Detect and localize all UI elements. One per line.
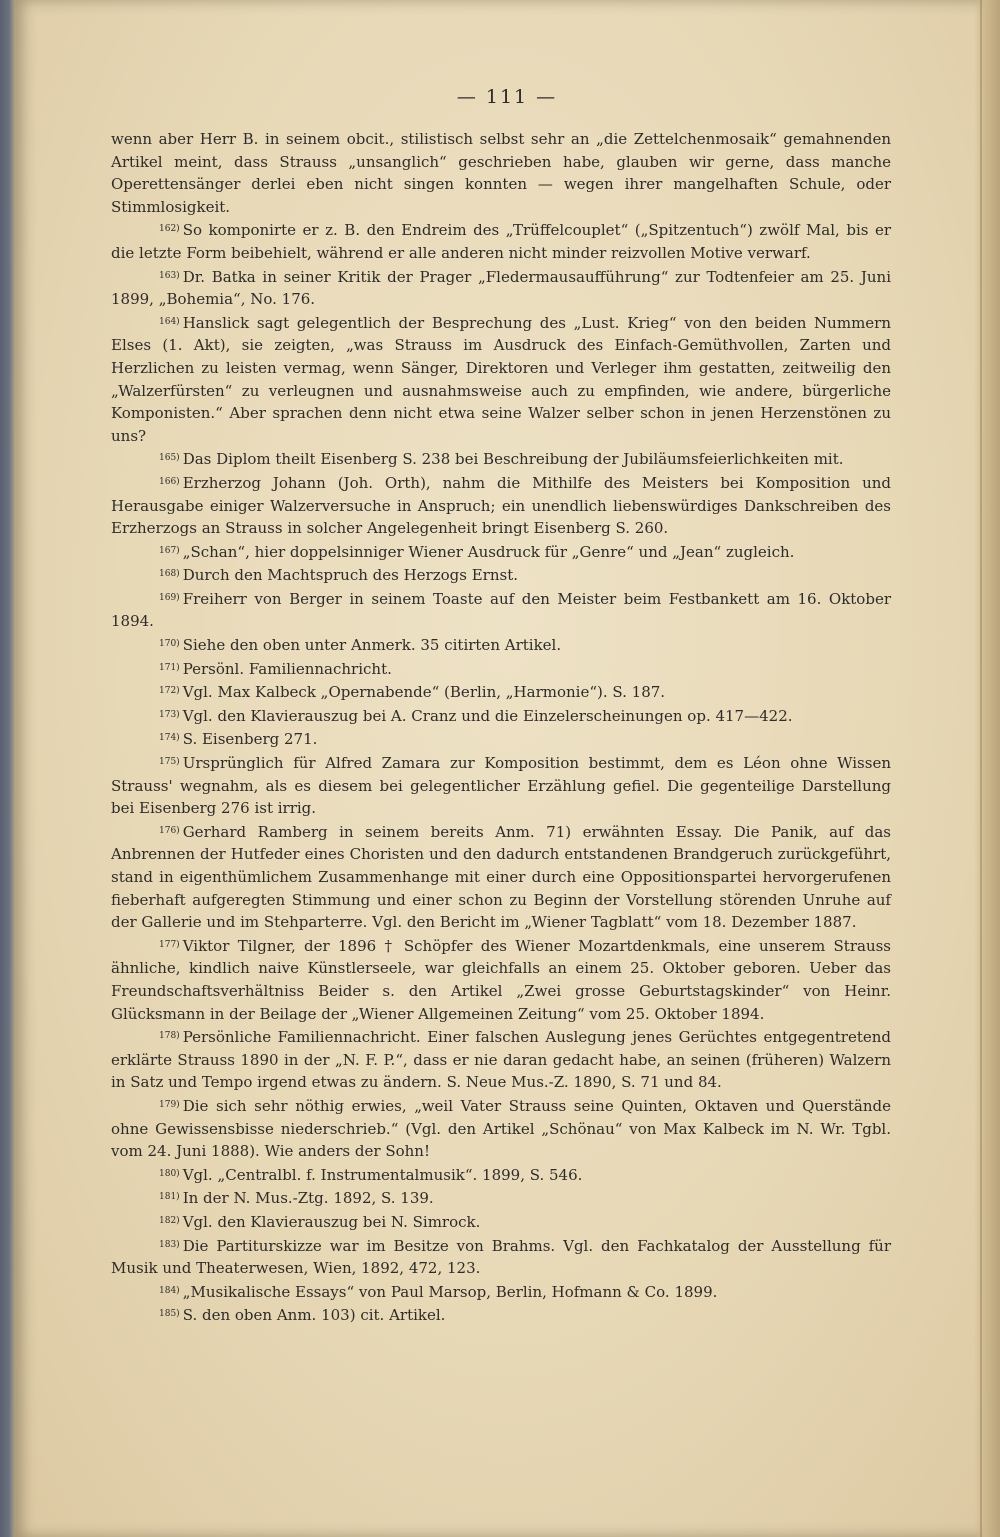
footnote-text: Die Partiturskizze war im Besitze von Brahms. Vgl. den Fachkatalog der Ausstellung für Musik und Theaterwesen, Wien, 1892, 472, 123. xyxy=(111,1236,891,1278)
page-edge-line xyxy=(980,0,982,1537)
footnote-text: Freiherr von Berger in seinem Toaste auf den Meister beim Festbankett am 16. Oktober 1894. xyxy=(111,589,891,631)
footnote-number: 176) xyxy=(159,825,180,836)
footnote-number: 182) xyxy=(159,1215,180,1226)
footnote-text: Das Diplom theilt Eisenberg S. 238 bei Beschreibung der Jubiläumsfeierlichkeiten mit. xyxy=(182,450,844,469)
footnote-text: Viktor Tilgner, der 1896 † Schöpfer des Wiener Mozartdenkmals, eine unserem Strauss ähnliche, kindlich naive Künstlerseele, war gleichfalls an einem 25. Oktober geboren. Ueber das Freundschaftsverhältniss Beider s. den Artikel „Zwei grosse Geburtstagskinder“ von Heinr. Glücksmann in der Beilage der „Wiener Allgemeinen Zeitung“ vom 25. Oktober 1894. xyxy=(111,936,891,1023)
footnote-text: Erzherzog Johann (Joh. Orth), nahm die Mithilfe des Meisters bei Komposition und Herausgabe einiger Walzerversuche in Anspruch; ein unendlich liebenswürdiges Dankschreiben des Erzherzogs an Strauss in solcher Angelegenheit bringt Eisenberg S. 260. xyxy=(111,473,891,538)
footnote-number: 179) xyxy=(159,1099,180,1110)
footnote-165 xyxy=(111,447,891,471)
footnote-175 xyxy=(111,751,891,820)
footnote-text: S. Eisenberg 271. xyxy=(182,730,318,749)
footnote-number: 175) xyxy=(159,757,180,768)
page-edge xyxy=(974,0,1000,1537)
footnote-text: Siehe den oben unter Anmerk. 35 citirten Artikel. xyxy=(182,636,562,655)
footnote-number: 162) xyxy=(159,224,180,235)
paragraph-continuation xyxy=(111,128,891,218)
footnote-174 xyxy=(111,727,891,751)
footnote-number: 178) xyxy=(159,1031,180,1042)
paragraph-text: wenn aber Herr B. in seinem obcit., stilistisch selbst sehr an „die Zettelchenmosaik“ gemahnenden Artikel meint, dass Strauss „unsanglich“ geschrieben habe, glauben wir gerne, dass manche Operettensänger derlei eben nicht singen konnten — wegen ihrer mangelhaften Schule, oder Stimmlosigkeit. xyxy=(111,130,891,216)
footnote-162 xyxy=(111,218,891,264)
footnote-number: 163) xyxy=(159,270,180,281)
footnote-text: Vgl. Max Kalbeck „Opernabende“ (Berlin, „Harmonie“). S. 187. xyxy=(182,683,666,702)
footnote-number: 174) xyxy=(159,733,180,744)
footnotes-text xyxy=(111,128,891,1327)
footnote-166 xyxy=(111,471,891,540)
footnote-text: S. den oben Anm. 103) cit. Artikel. xyxy=(182,1306,446,1325)
footnote-172 xyxy=(111,680,891,704)
footnote-text: In der N. Mus.-Ztg. 1892, S. 139. xyxy=(182,1189,434,1208)
footnote-number: 172) xyxy=(159,686,180,697)
footnote-182 xyxy=(111,1210,891,1234)
footnote-number: 169) xyxy=(159,592,180,603)
footnote-text: Vgl. „Centralbl. f. Instrumentalmusik“. 1899, S. 546. xyxy=(182,1165,583,1184)
footnote-text: Dr. Batka in seiner Kritik der Prager „Fledermausaufführung“ zur Todtenfeier am 25. Juni 1899, „Bohemia“, No. 176. xyxy=(111,267,891,309)
footnote-text: So komponirte er z. B. den Endreim des „Trüffelcouplet“ („Spitzentuch“) zwölf Mal, bis er die letzte Form beibehielt, während er alle anderen nicht minder reizvollen Motive verwarf. xyxy=(111,221,891,262)
footnote-number: 164) xyxy=(159,316,180,327)
page-number: — 111 — xyxy=(456,86,558,108)
footnote-number: 171) xyxy=(159,662,180,673)
footnote-169 xyxy=(111,587,891,633)
footnote-number: 177) xyxy=(159,939,180,950)
book-page xyxy=(14,0,1000,1537)
footnote-text: Persönliche Familiennachricht. Einer falschen Auslegung jenes Gerüchtes entgegentretend erklärte Strauss 1890 in der „N. F. P.“, dass er nie daran gedacht habe, an seinen (früheren) Walzern in Satz und Tempo irgend etwas zu ändern. S. Neue Mus.-Z. 1890, S. 71 und 84. xyxy=(111,1028,891,1092)
footnote-181 xyxy=(111,1186,891,1210)
footnote-177 xyxy=(111,934,891,1025)
footnote-184 xyxy=(111,1280,891,1304)
footnote-168 xyxy=(111,563,891,587)
footnote-163 xyxy=(111,265,891,311)
footnote-number: 181) xyxy=(159,1192,180,1203)
footnote-text: Die sich sehr nöthig erwies, „weil Vater Strauss seine Quinten, Oktaven und Querstände ohne Gewissensbisse niederschrieb.“ (Vgl. den Artikel „Schönau“ von Max Kalbeck im N. Wr. Tgbl. vom 24. Juni 1888). Wie anders der Sohn! xyxy=(111,1096,891,1161)
footnote-167 xyxy=(111,540,891,564)
footnote-number: 185) xyxy=(159,1309,180,1320)
footnote-text: Durch den Machtspruch des Herzogs Ernst. xyxy=(182,566,518,585)
footnote-text: Gerhard Ramberg in seinem bereits Anm. 71) erwähnten Essay. Die Panik, auf das Anbrennen der Hutfeder eines Choristen und den dadurch entstandenen Brandgeruch zurückgeführt, stand in eigenthümlichem Zusammenhange mit einer durch eine Oppositionspartei hervorgerufenen fieberhaft aufgeregten Stimmung und einer schon zu Beginn der Vorstellung störenden Unruhe auf der Gallerie und im Stehparterre. Vgl. den Bericht im „Wiener Tagblatt“ vom 18. Dezember 1887. xyxy=(111,822,891,932)
footnote-number: 184) xyxy=(159,1285,180,1296)
footnote-185 xyxy=(111,1303,891,1327)
footnote-number: 168) xyxy=(159,569,180,580)
footnote-178 xyxy=(111,1025,891,1094)
footnote-number: 170) xyxy=(159,639,180,650)
footnote-text: „Musikalische Essays“ von Paul Marsop, Berlin, Hofmann & Co. 1899. xyxy=(182,1282,718,1301)
footnote-171 xyxy=(111,657,891,681)
footnote-text: Hanslick sagt gelegentlich der Besprechung des „Lust. Krieg“ von den beiden Nummern Elses (1. Akt), sie zeigten, „was Strauss im Ausdruck des Einfach-Gemüthvollen, Zarten und Herzlichen zu leisten vermag, wenn Sänger, Direktoren und Verleger ihm gestatten, zeitweilig den „Walzerfürsten“ zu verleugnen und ausnahmsweise auch zu empfinden, wie andere, bürgerliche Komponisten.“ Aber sprachen denn nicht etwa seine Walzer selber schon in jenen Herzenstönen zu uns? xyxy=(111,313,891,445)
footnote-176 xyxy=(111,820,891,934)
footnote-text: „Schan“, hier doppelsinniger Wiener Ausdruck für „Genre“ und „Jean“ zugleich. xyxy=(182,542,795,561)
footnote-180 xyxy=(111,1163,891,1187)
footnote-text: Vgl. den Klavierauszug bei A. Cranz und die Einzelerscheinungen op. 417—422. xyxy=(182,706,793,725)
footnote-number: 165) xyxy=(159,453,180,464)
footnote-170 xyxy=(111,633,891,657)
footnote-164 xyxy=(111,311,891,448)
footnote-text: Ursprünglich für Alfred Zamara zur Komposition bestimmt, dem es Léon ohne Wissen Strauss' wegnahm, als es diesem bei gelegentlicher Erzählung gefiel. Die gegenteilige Darstellung bei Eisenberg 276 ist irrig. xyxy=(111,754,891,818)
footnote-number: 173) xyxy=(159,709,180,720)
footnote-number: 183) xyxy=(159,1239,180,1250)
footnote-179 xyxy=(111,1094,891,1163)
footnote-text: Persönl. Familiennachricht. xyxy=(182,659,392,678)
footnote-number: 166) xyxy=(159,476,180,487)
footnote-number: 180) xyxy=(159,1168,180,1179)
footnote-183 xyxy=(111,1234,891,1280)
footnote-173 xyxy=(111,704,891,728)
footnote-text: Vgl. den Klavierauszug bei N. Simrock. xyxy=(182,1212,481,1231)
footnote-number: 167) xyxy=(159,545,180,556)
